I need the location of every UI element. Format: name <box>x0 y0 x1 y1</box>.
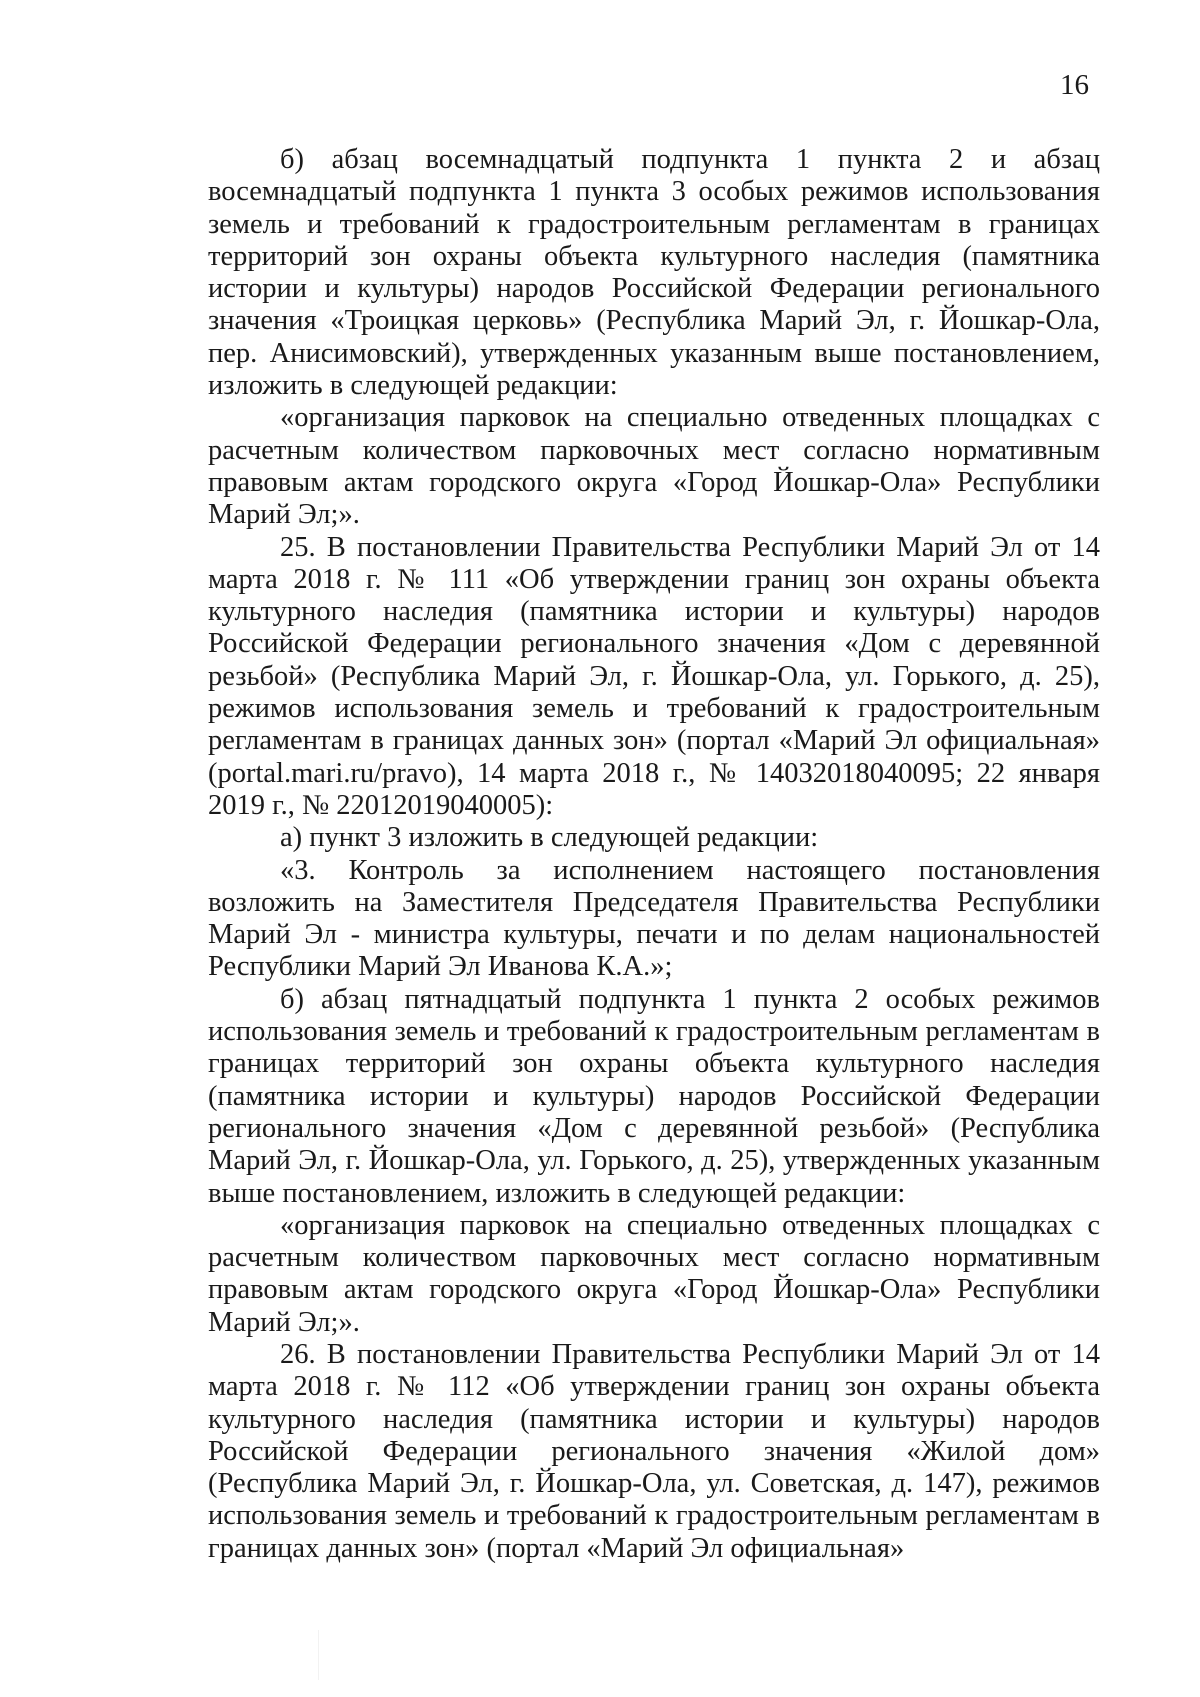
scan-artifact <box>318 1630 319 1680</box>
paragraph-b-abzac-vosemnadcatyi: б) абзац восемнадцатый подпункта 1 пункта 2 и абзац восемнадцатый подпункта 1 пункта 3 особых режимов использования земель и требований к градостроительным регламентам в границах территорий зон охраны объекта культурного наследия (памятника истории и культуры) народов Российской Федерации регионального значения «Троицкая церковь» (Республика Марий Эл, г. Йошкар-Ола, пер. Анисимовский), утвержденных указанным выше постановлением, изложить в следующей редакции: <box>208 144 1100 402</box>
paragraph-b-abzac-pyatnadcatyi: б) абзац пятнадцатый подпункта 1 пункта 2 особых режимов использования земель и требований к градостроительным регламентам в границах территорий зон охраны объекта культурного наследия (памятника истории и культуры) народов Российской Федерации регионального значения «Дом с деревянной резьбой» (Республика Марий Эл, г. Йошкар-Ола, ул. Горького, д. 25), утвержденных указанным выше постановлением, изложить в следующей редакции: <box>208 983 1100 1209</box>
document-body <box>208 144 1100 1565</box>
paragraph-item-25: 25. В постановлении Правительства Республики Марий Эл от 14 марта 2018 г. № 111 «Об утверждении границ зон охраны объекта культурного наследия (памятника истории и культуры) народов Российской Федерации регионального значения «Дом с деревянной резьбой» (Республика Марий Эл, г. Йошкар-Ола, ул. Горького, д. 25), режимов использования земель и требований к градостроительным регламентам в границах данных зон» (портал «Марий Эл официальная» (portal.mari.ru/pravo), 14 марта 2018 г., № 14032018040095; 22 января 2019 г., № 22012019040005): <box>208 531 1100 821</box>
paragraph-item-26: 26. В постановлении Правительства Республики Марий Эл от 14 марта 2018 г. № 112 «Об утверждении границ зон охраны объекта культурного наследия (памятника истории и культуры) народов Российской Федерации регионального значения «Жилой дом» (Республика Марий Эл, г. Йошкар-Ола, ул. Советская, д. 147), режимов использования земель и требований к градостроительным регламентам в границах данных зон» (портал «Марий Эл официальная» <box>208 1338 1100 1564</box>
page-number: 16 <box>1060 69 1089 101</box>
paragraph-quote-parking-1: «организация парковок на специально отведенных площадках с расчетным количеством парковочных мест согласно нормативным правовым актам городского округа «Город Йошкар-Ола» Республики Марий Эл;». <box>208 402 1100 531</box>
paragraph-quote-control: «3. Контроль за исполнением настоящего постановления возложить на Заместителя Председателя Правительства Республики Марий Эл - министра культуры, печати и по делам национальностей Республики Марий Эл Иванова К.А.»; <box>208 854 1100 983</box>
paragraph-quote-parking-2: «организация парковок на специально отведенных площадках с расчетным количеством парковочных мест согласно нормативным правовым актам городского округа «Город Йошкар-Ола» Республики Марий Эл;». <box>208 1209 1100 1338</box>
paragraph-a-punkt-3: а) пункт 3 изложить в следующей редакции: <box>280 822 819 854</box>
